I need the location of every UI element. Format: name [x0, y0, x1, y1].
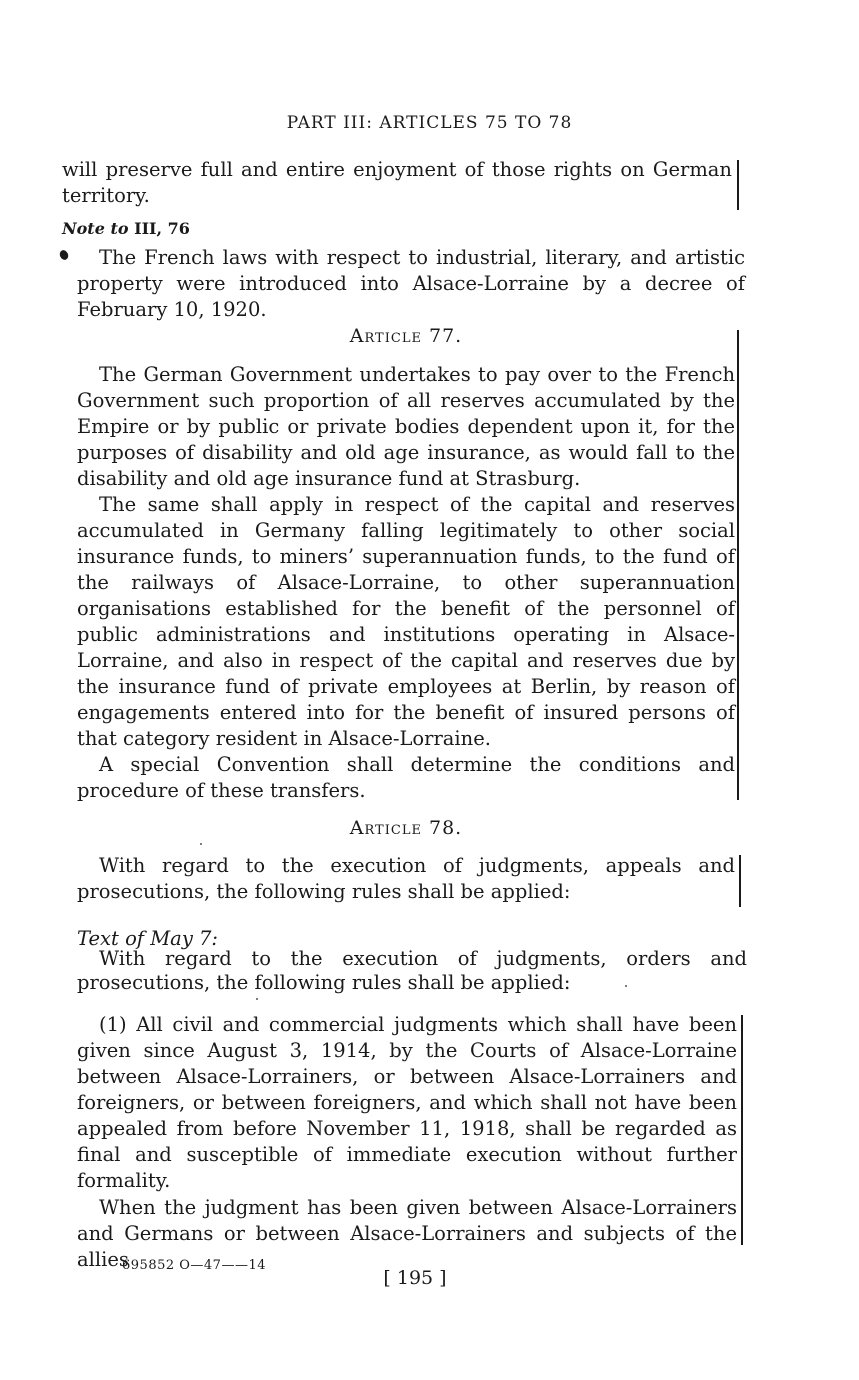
margin-rule — [739, 855, 741, 907]
note-paragraph: The French laws with respect to industrial, literary, and artistic property were introduced into Alsace-Lorraine by a decree of February 10, 1920. — [77, 246, 745, 321]
article-78-intro: With regard to the execution of judgments, appeals and prosecutions, the following rules shall be applied: — [77, 854, 735, 903]
speck — [256, 998, 258, 1000]
speck — [625, 985, 627, 987]
variant-label: Text of May 7: — [77, 927, 219, 950]
page-number: [ 195 ] — [383, 1267, 447, 1289]
margin-rule — [741, 1015, 743, 1245]
note-label — [62, 219, 190, 238]
variant-text: With regard to the execution of judgments, orders and prosecutions, the following rules shall be applied: — [77, 947, 747, 994]
article-77-paragraph-1: The German Government undertakes to pay over to the French Government such proportion of all reserves accumulated by the Empire or by public or private bodies dependent upon it, for the purposes of disability and old age insurance, as would fall to the disability and old age insurance fund at Strasburg. — [77, 363, 735, 490]
margin-rule — [737, 160, 739, 210]
note-label-prefix: Note to — [62, 219, 129, 238]
note-label-ref: III, 76 — [134, 219, 190, 238]
margin-rule — [737, 330, 739, 800]
speck — [200, 843, 202, 845]
print-code: 695852 O—47——14 — [122, 1258, 266, 1273]
continuation-paragraph: will preserve full and entire enjoyment of those rights on German territory. — [62, 158, 732, 207]
article-77-paragraph-2: The same shall apply in respect of the capital and reserves accumulated in Germany falling legitimately to other social insurance funds, to miners’ superannuation funds, to the fund of the railways of Alsace-Lorraine, to other superannuation organisations established for the benefit of the personnel of public administrations and institutions operating in Alsace-Lorraine, and also in respect of the capital and reserves due by the insurance fund of private employees at Berlin, by reason of engagements entered into for the benefit of insured persons of that category resident in Alsace-Lorraine. — [77, 493, 735, 750]
article-78-clause-1: (1) All civil and commercial judgments which shall have been given since August 3, 1914, by the Courts of Alsace-Lorraine between Alsace-Lorrainers, or between Alsace-Lorrainers and foreigners, or between foreigners, and which shall not have been appealed from before November 11, 1918, shall be regarded as final and susceptible of immediate execution without further formality. — [77, 1013, 737, 1192]
article-78-clause-1-continuation: When the judgment has been given between Alsace-Lorrainers and Germans or between Alsace-Lorrainers and subjects of the allies — [77, 1196, 737, 1271]
article-78-heading: Article 78. — [349, 817, 463, 839]
article-77-heading: Article 77. — [349, 325, 463, 347]
running-header: PART III: ARTICLES 75 TO 78 — [286, 113, 573, 133]
article-77-paragraph-3: A special Convention shall determine the conditions and procedure of these transfers. — [77, 753, 735, 802]
note-bullet-icon — [58, 249, 69, 261]
